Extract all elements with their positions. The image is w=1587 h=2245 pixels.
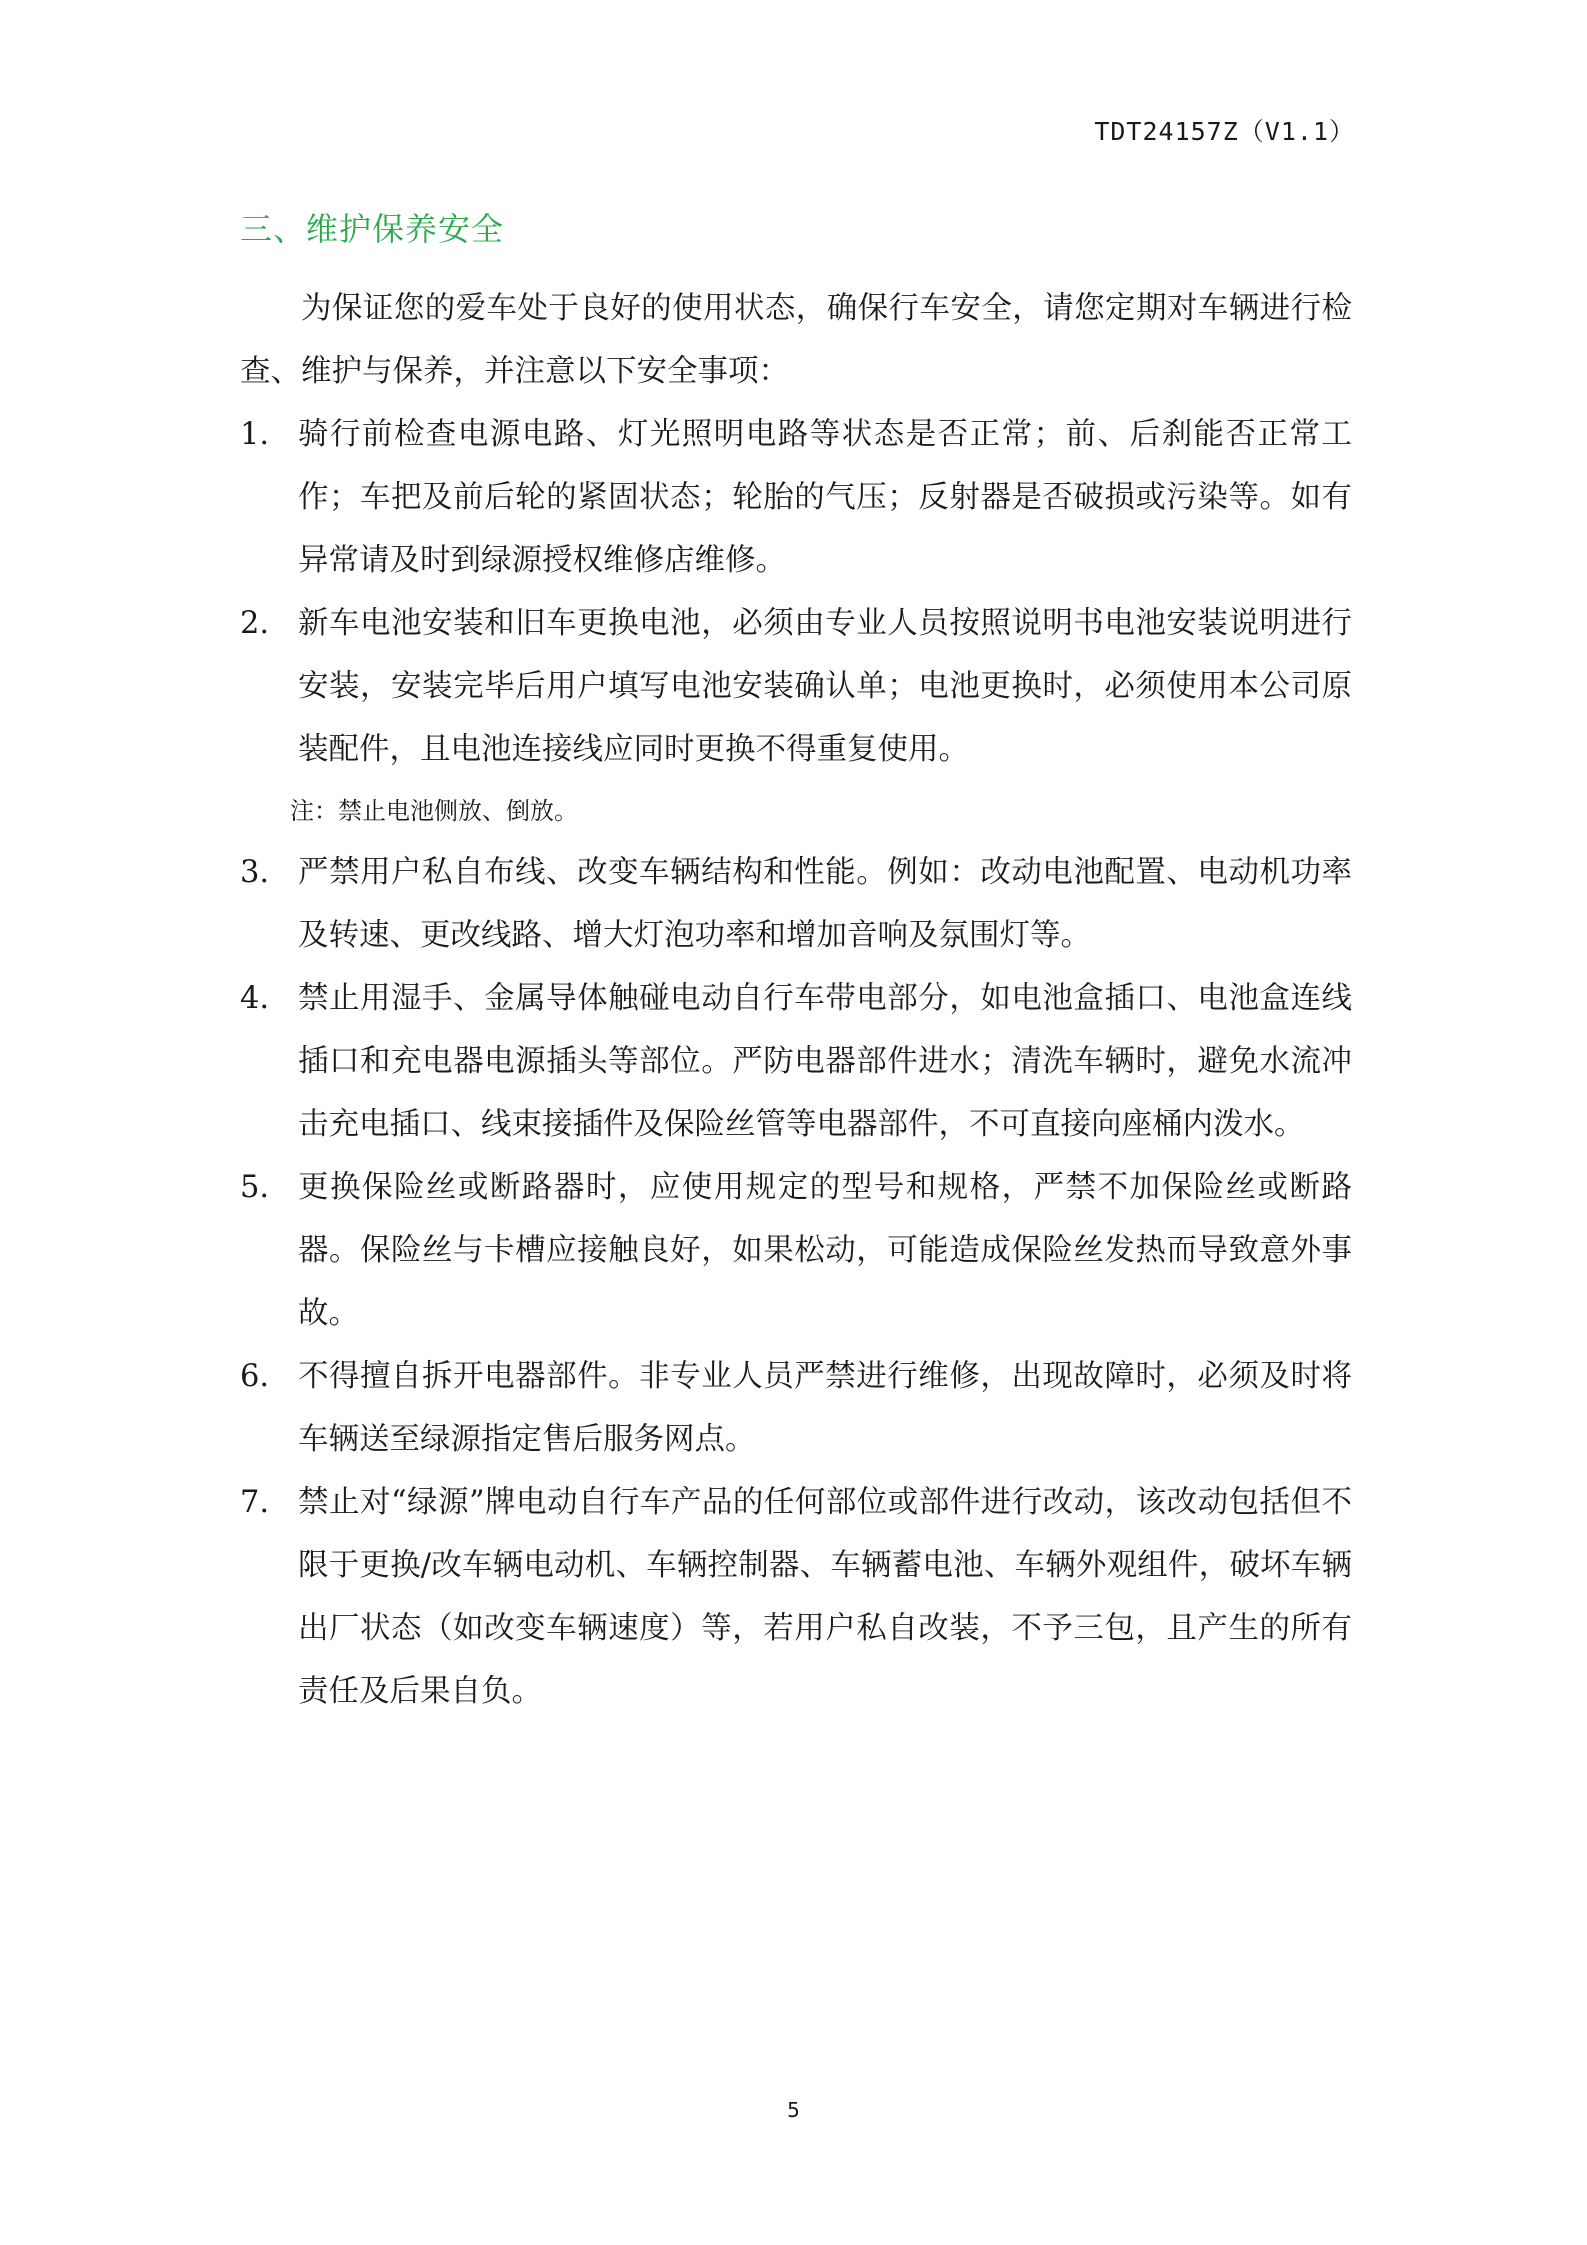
list-item-number: 3. xyxy=(240,855,270,890)
list-item xyxy=(240,967,1352,1156)
list-item xyxy=(240,592,1352,781)
page-number: 5 xyxy=(787,2098,800,2122)
list-item-text: 骑行前检查电源电路、灯光照明电路等状态是否正常；前、后刹能否正常工作；车把及前后轮的紧固状态；轮胎的气压；反射器是否破损或污染等。如有异常请及时到绿源授权维修店维修。 xyxy=(298,417,1352,578)
list-item xyxy=(240,841,1352,967)
list-item-text: 禁止用湿手、金属导体触碰电动自行车带电部分，如电池盒插口、电池盒连线插口和充电器电源插头等部位。严防电器部件进水；清洗车辆时，避免水流冲击充电插口、线束接插件及保险丝管等电器部件，不可直接向座桶内泼水。 xyxy=(298,981,1352,1142)
intro-paragraph: 为保证您的爱车处于良好的使用状态，确保行车安全，请您定期对车辆进行检查、维护与保养，并注意以下安全事项： xyxy=(240,291,1352,389)
safety-list-continued xyxy=(240,841,1352,1723)
list-item-text: 严禁用户私自布线、改变车辆结构和性能。例如：改动电池配置、电动机功率及转速、更改线路、增大灯泡功率和增加音响及氛围灯等。 xyxy=(298,855,1352,953)
list-item-text: 禁止对“绿源”牌电动自行车产品的任何部位或部件进行改动，该改动包括但不限于更换/改车辆电动机、车辆控制器、车辆蓄电池、车辆外观组件，破坏车辆出厂状态（如改变车辆速度）等，若用户私自改装，不予三包，且产生的所有责任及后果自负。 xyxy=(298,1485,1352,1709)
list-item xyxy=(240,1156,1352,1345)
safety-list xyxy=(240,403,1352,781)
list-item-number: 4. xyxy=(240,981,270,1016)
list-item-number: 5. xyxy=(240,1170,270,1205)
list-item-number: 1. xyxy=(240,417,270,452)
list-item-text: 新车电池安装和旧车更换电池，必须由专业人员按照说明书电池安装说明进行安装，安装完毕后用户填写电池安装确认单；电池更换时，必须使用本公司原装配件，且电池连接线应同时更换不得重复使用。 xyxy=(298,606,1352,767)
section-content xyxy=(240,277,1352,1723)
list-item xyxy=(240,403,1352,592)
document-code: TDT24157Z（V1.1） xyxy=(1094,117,1355,146)
list-item-number: 6. xyxy=(240,1359,270,1394)
section-title: 三、维护保养安全 xyxy=(240,210,505,248)
list-item-number: 2. xyxy=(240,606,270,641)
list-item-text: 不得擅自拆开电器部件。非专业人员严禁进行维修，出现故障时，必须及时将车辆送至绿源指定售后服务网点。 xyxy=(298,1359,1352,1457)
list-item xyxy=(240,1471,1352,1723)
list-item-number: 7. xyxy=(240,1485,270,1520)
battery-note: 注：禁止电池侧放、倒放。 xyxy=(290,797,578,825)
list-item-text: 更换保险丝或断路器时，应使用规定的型号和规格，严禁不加保险丝或断路器。保险丝与卡槽应接触良好，如果松动，可能造成保险丝发热而导致意外事故。 xyxy=(298,1170,1352,1331)
list-item xyxy=(240,1345,1352,1471)
